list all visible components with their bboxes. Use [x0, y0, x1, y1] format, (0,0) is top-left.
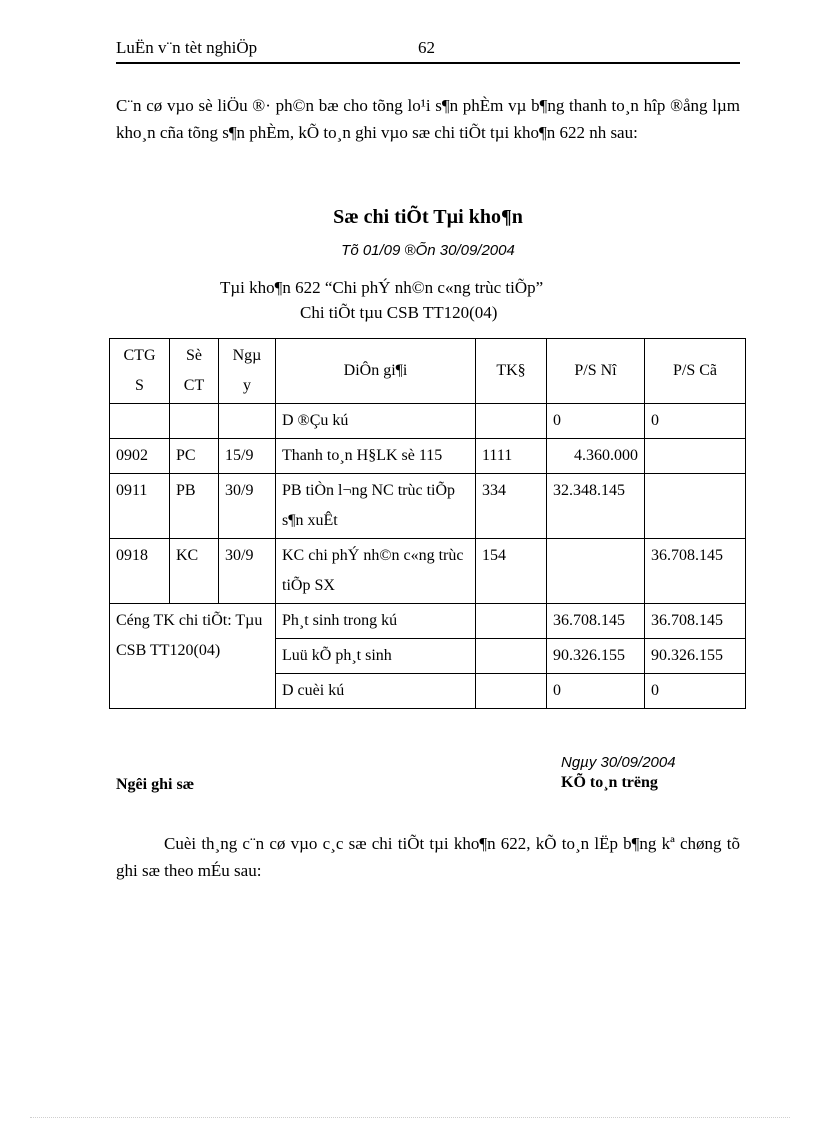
page-number: 62: [418, 38, 435, 57]
table-row: [110, 474, 746, 539]
summary-row: [110, 604, 746, 639]
summary-ps-no: 36.708.145: [547, 604, 645, 639]
page-header: [116, 38, 740, 64]
cell-ps-no: [547, 539, 645, 604]
cell-dien-giai: D ®Çu kú: [276, 404, 476, 439]
header-ngay-line1: Ngµ: [232, 347, 262, 364]
cell-tk: 334: [476, 474, 547, 539]
cell-soct: PB: [170, 474, 219, 539]
header-soct-line1: Sè: [186, 347, 202, 364]
summary-label: Céng TK chi tiÕt: Tµu CSB TT120(04): [110, 604, 276, 709]
table-header-row: [110, 339, 746, 404]
cell-ngay: 30/9: [219, 474, 276, 539]
cell-soct: KC: [170, 539, 219, 604]
cell-tk: 1111: [476, 439, 547, 474]
intro-paragraph: C¨n cø vµo sè liÖu ®· ph©n bæ cho tõng lo¹i s¶n phÈm vµ b¶ng thanh to¸n hîp ®ång lµm kho¸n cña tõng s¶n phÈm, kÕ to¸n ghi vµo sæ chi tiÕt tµi kho¶n 622 nh sau:: [116, 96, 740, 142]
cell-ps-co: [645, 474, 746, 539]
cell-dien-giai: Thanh to¸n H§LK sè 115: [276, 439, 476, 474]
header-ngay: [219, 339, 276, 404]
cell-ps-co: 36.708.145: [645, 539, 746, 604]
header-ps-no: P/S Nî: [547, 339, 645, 404]
header-title: LuËn v¨n tèt nghiÖp: [116, 38, 258, 57]
ledger-detail: Chi tiÕt tµu CSB TT120(04): [300, 303, 498, 322]
ledger-table: [109, 338, 746, 709]
summary-ps-no: 90.326.155: [547, 639, 645, 674]
cell-soct: [170, 404, 219, 439]
page-bottom-divider: [30, 1117, 790, 1118]
header-ps-co: P/S Cã: [645, 339, 746, 404]
cell-ctgs: 0902: [110, 439, 170, 474]
header-ctgs-line2: S: [135, 377, 144, 394]
cell-ps-no: 32.348.145: [547, 474, 645, 539]
header-soct-line2: CT: [183, 377, 205, 394]
table-row: [110, 539, 746, 604]
cell-soct: PC: [170, 439, 219, 474]
table-row: [110, 404, 746, 439]
header-dien-giai: DiÔn gi¶i: [276, 339, 476, 404]
summary-ps-co: 90.326.155: [645, 639, 746, 674]
table-row: [110, 439, 746, 474]
header-tk: TK§: [476, 339, 547, 404]
cell-ps-co: 0: [645, 404, 746, 439]
summary-tk: [476, 604, 547, 639]
summary-ps-co: 0: [645, 674, 746, 709]
ledger-period: Tõ 01/09 ®Õn 30/09/2004: [341, 242, 515, 259]
signature-recorder: Ngêi ghi sæ: [116, 776, 195, 793]
ledger-title: Sæ chi tiÕt Tµi kho¶n: [333, 206, 523, 228]
summary-desc: D cuèi kú: [276, 674, 476, 709]
header-ctgs-line1: CTG: [123, 347, 156, 364]
summary-desc: Ph¸t sinh trong kú: [276, 604, 476, 639]
header-soct: [170, 339, 219, 404]
cell-ngay: 30/9: [219, 539, 276, 604]
cell-ps-no: 0: [547, 404, 645, 439]
cell-ps-no: 4.360.000: [547, 439, 645, 474]
cell-ngay: [219, 404, 276, 439]
cell-ps-co: [645, 439, 746, 474]
header-ngay-line2: y: [243, 377, 251, 394]
cell-ctgs: 0911: [110, 474, 170, 539]
summary-ps-no: 0: [547, 674, 645, 709]
summary-tk: [476, 639, 547, 674]
summary-ps-co: 36.708.145: [645, 604, 746, 639]
closing-paragraph: Cuèi th¸ng c¨n cø vµo c¸c sæ chi tiÕt tµi kho¶n 622, kÕ to¸n lËp b¶ng kª chøng tõ ghi sæ theo mÉu sau:: [116, 834, 740, 880]
cell-ctgs: [110, 404, 170, 439]
summary-tk: [476, 674, 547, 709]
cell-ngay: 15/9: [219, 439, 276, 474]
cell-dien-giai: KC chi phÝ nh©n c«ng trùc tiÕp SX: [276, 539, 476, 604]
signature-chief-accountant: KÕ to¸n trëng: [561, 774, 658, 791]
ledger-account: Tµi kho¶n 622 “Chi phÝ nh©n c«ng trùc tiÕp”: [220, 278, 544, 297]
cell-tk: [476, 404, 547, 439]
cell-tk: 154: [476, 539, 547, 604]
summary-desc: Luü kÕ ph¸t sinh: [276, 639, 476, 674]
signature-date: Ngµy 30/09/2004: [561, 754, 676, 771]
cell-ctgs: 0918: [110, 539, 170, 604]
header-ctgs: [110, 339, 170, 404]
cell-dien-giai: PB tiÒn l¬ng NC trùc tiÕp s¶n xuÊt: [276, 474, 476, 539]
